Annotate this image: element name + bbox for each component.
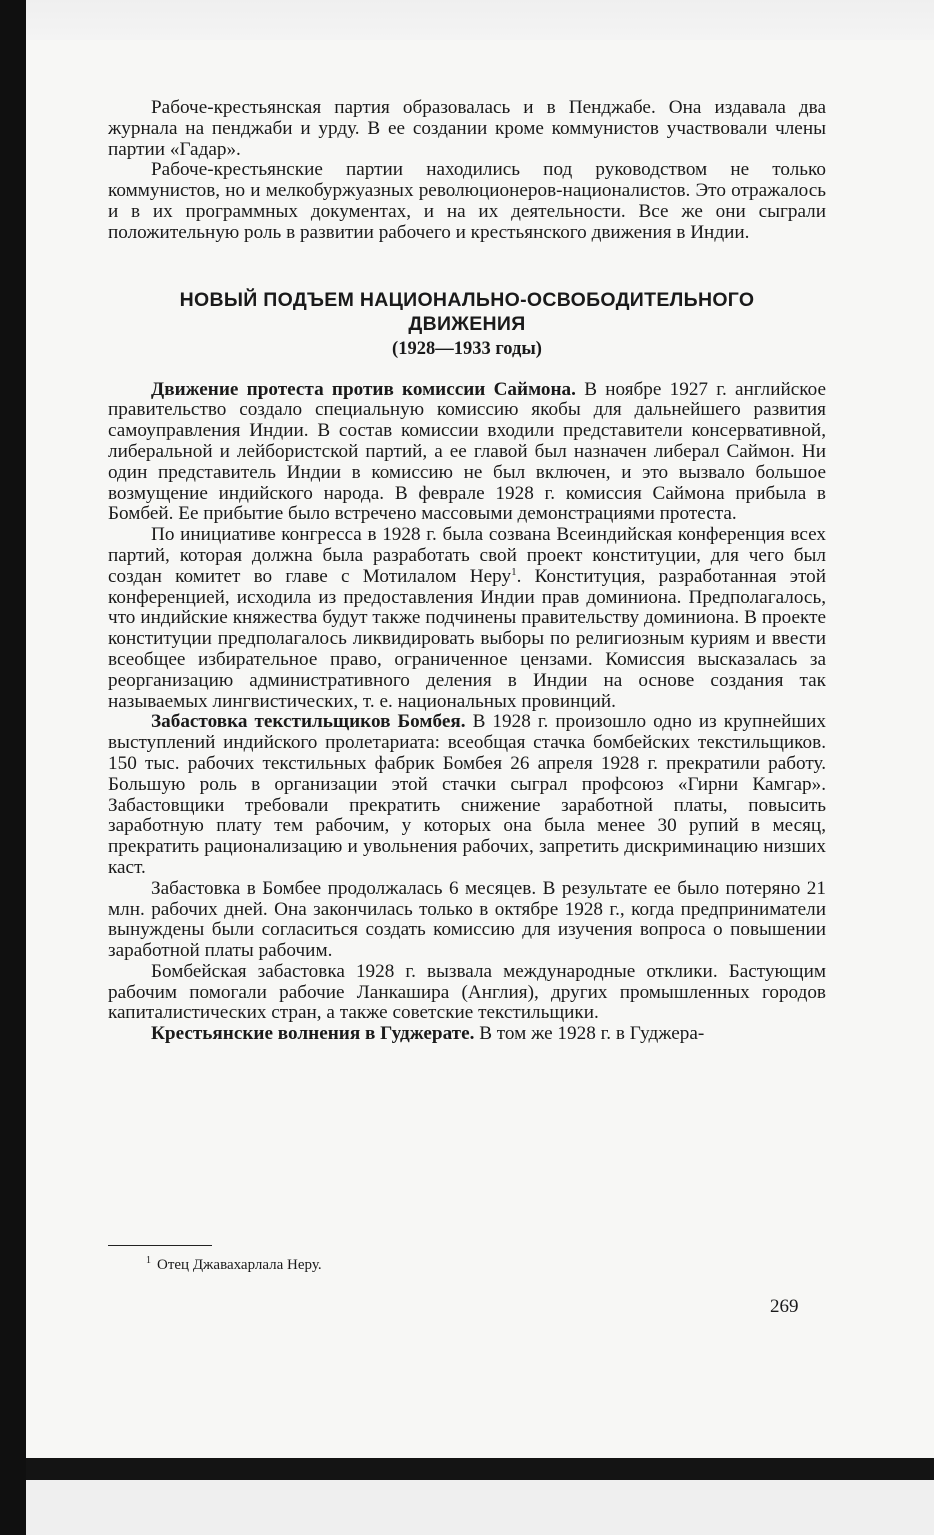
footnote: [146, 1256, 322, 1274]
book-page: [26, 40, 934, 1458]
paragraph-strike-duration: Забастовка в Бомбее продолжалась 6 месяцев. В результате ее было потеряно 21 млн. рабочих дней. Она закончилась только в октябре 1928 г., когда предприниматели вынуждены были согласиться создать комиссию для изучения вопроса о повышении заработной платы рабочим.: [108, 877, 826, 962]
section-title-line2: ДВИЖЕНИЯ: [408, 312, 526, 335]
run-in-heading-strike: Забастовка текстильщиков Бомбея.: [151, 711, 466, 733]
paragraph-bombay-strike: [108, 712, 826, 878]
page-number: 269: [770, 1296, 799, 1317]
scan-edge-left: [0, 0, 26, 1535]
footnote-rule: [108, 1245, 212, 1246]
footnote-text: Отец Джавахарлала Неру.: [157, 1257, 322, 1273]
run-in-heading-gujarat: Крестьянские волнения в Гуджерате.: [151, 1023, 475, 1045]
footnote-reference[interactable]: 1: [511, 565, 517, 578]
scan-edge-top: [26, 0, 934, 40]
section-years: (1928—1933 годы): [392, 338, 542, 359]
paragraph-international-response: Бомбейская забастовка 1928 г. вызвала международные отклики. Бастующим рабочим помогали рабочие Ланкашира (Англия), других промышленных городов капиталистических стран, а также советские текстильщики.: [108, 960, 826, 1024]
paragraph-strike-text: В 1928 г. произошло одно из крупнейших выступлений индийского пролетариата: всеобщая стачка бомбейских текстильщиков. 150 тыс. рабочих текстильных фабрик Бомбея 26 апреля 1928 г. прекратили работу. Большую роль в организации этой стачки сыграл профсоюз «Гирни Камгар». Забастовщики требовали прекратить снижение заработной платы, повысить заработную плату тем рабочим, у которых она была менее 30 рупий в месяц, прекратить рационализацию и увольнения рабочих, запретить дискриминацию низших каст.: [108, 711, 826, 878]
footnote-mark: 1: [146, 1255, 151, 1266]
paragraph-conference-text-b: . Конституция, разработанная этой конференцией, исходила из предоставления Индии прав доминиона. Предполагалось, что индийские княжества будут также подчинены правительству доминиона. В проекте конституции предполагалось ликвидировать выборы по религиозным куриям и ввести всеобщее избирательное право, ограниченное цензами. Комиссия высказалась за реорганизацию административного деления в Индии на основе создания так называемых лингвистических, т. е. национальных провинций.: [108, 565, 826, 712]
paragraph-gujarat-unrest: [108, 1024, 826, 1045]
section-title-line1: НОВЫЙ ПОДЪЕМ НАЦИОНАЛЬНО-ОСВОБОДИТЕЛЬНОГО: [179, 288, 755, 311]
paragraph-simon-text: В ноябре 1927 г. английское правительство создало специальную комиссию якобы для дальнейшего развития самоуправления Индии. В состав комиссии входили представители консервативной, либеральной и лейбористской партий, а ее главой был назначен либерал Саймон. Ни один представитель Индии в комиссию не был включен, и это вызвало большое возмущение индийского народа. В феврале 1928 г. комиссия Саймона прибыла в Бомбей. Ее прибытие было встречено массовыми демонстрациями протеста.: [108, 378, 826, 525]
paragraph-punjab: Рабоче-крестьянская партия образовалась и в Пенджабе. Она издавала два журнала на пенджаби и урду. В ее создании кроме коммунистов участвовали члены партии «Гадар».: [108, 97, 826, 160]
scan-edge-bottom: [26, 1458, 934, 1480]
paragraph-parties-leadership: Рабоче-крестьянские партии находились под руководством не только коммунистов, но и мелкобуржуазных революционеров-националистов. Это отражалось и в их программных документах, и на их деятельности. Все же они сыграли положительную роль в развитии рабочего и крестьянского движения в Индии.: [108, 159, 826, 243]
paragraph-all-parties-conference: [108, 525, 826, 712]
paragraph-conference-text-a: По инициативе конгресса в 1928 г. была созвана Всеиндийская конференция всех партий, которая должна была разработать свой проект конституции, для чего был создан комитет во главе с Мотилалом Неру: [108, 524, 826, 587]
scan-margin-bottom: [26, 1480, 934, 1535]
paragraph-gujarat-text: В том же 1928 г. в Гуджера-: [474, 1023, 705, 1045]
section-title: [108, 288, 826, 336]
paragraph-simon-commission: [108, 380, 826, 526]
page-text: [108, 98, 826, 1045]
run-in-heading-simon: Движение протеста против комиссии Саймона.: [151, 378, 576, 400]
